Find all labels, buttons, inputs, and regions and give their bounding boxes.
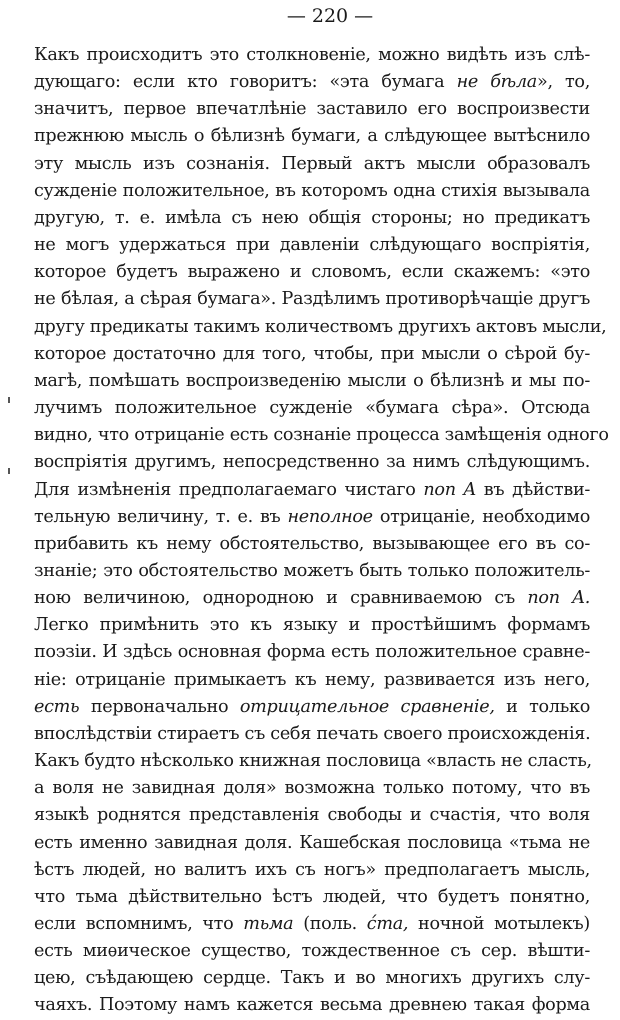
text-line (34, 422, 609, 449)
margin-mark (8, 397, 10, 403)
text-run: Для измѣненія предполагаемаго чистаго (34, 479, 424, 500)
text-line (34, 748, 590, 775)
text-line (34, 286, 590, 313)
text-run: Легко примѣнить это къ языку и простѣйшимъ формамъ (34, 615, 590, 636)
text-line (34, 449, 590, 476)
text-line (34, 96, 590, 123)
text-line (34, 341, 590, 368)
italic-text: отрицательное сравненіе, (239, 696, 495, 717)
text-line (34, 558, 590, 585)
text-line (34, 69, 590, 96)
italic-text: non A (423, 479, 476, 500)
margin-mark (8, 468, 10, 474)
text-line (34, 639, 590, 666)
text-run: воспріятія другимъ, непосредственно за нимъ слѣдующимъ. (34, 452, 590, 473)
text-line (34, 775, 590, 802)
text-run: не бѣлая, а сѣрая бумага». Раздѣлимъ противорѣчащіе другъ (34, 289, 590, 310)
text-line (34, 151, 590, 178)
text-line (34, 232, 590, 259)
text-run: видно, что отрицаніе есть сознаніе процесса замѣщенія одного (34, 425, 609, 446)
text-line (34, 368, 590, 395)
text-run: прибавить къ нему обстоятельство, вызывающее его въ со- (34, 533, 590, 554)
text-line (34, 992, 590, 1019)
text-line (34, 42, 590, 69)
text-run: прежнюю мысль о бѣлизнѣ бумаги, а слѣдующее вытѣснило (34, 126, 590, 147)
text-run: не могъ удержаться при давленіи слѣдующаго воспріятія, (34, 235, 590, 256)
text-run: первоначально (79, 696, 240, 717)
text-run: эту мысль изъ сознанія. Первый актъ мысли образовалъ (34, 153, 590, 174)
text-run: », то, (536, 72, 590, 93)
text-line (34, 178, 590, 205)
text-run: магѣ, помѣшать воспроизведенію мысли о бѣлизнѣ и мы по- (34, 370, 590, 391)
text-line (34, 259, 590, 286)
text-line (34, 612, 590, 639)
text-run: знаніе; это обстоятельство можетъ быть только положитель- (34, 560, 590, 581)
text-run: тельную величину, т. е. въ (34, 506, 288, 527)
text-line (34, 802, 590, 829)
text-line (34, 721, 590, 748)
italic-text: неполное (287, 506, 373, 527)
text-run: (поль. (293, 914, 367, 934)
text-run: которое достаточно для того, чтобы, при мысли о сѣрой бу- (34, 343, 590, 364)
text-line (34, 667, 590, 694)
italic-text: есть (34, 696, 80, 717)
text-run: цею, съѣдающею сердце. Такъ и во многихъ другихъ слу- (34, 968, 590, 989)
body-text (34, 42, 609, 1020)
text-run: значитъ, первое впечатлѣніе заставило его воспроизвести (34, 99, 590, 120)
text-run: языкѣ роднятся представленія свободы и счастія, что воля (34, 805, 590, 826)
text-run: что тьма дѣйствительно ѣстъ людей, что будетъ понятно, (34, 886, 590, 907)
text-run: ніе: отрицаніе примыкаетъ къ нему, развивается изъ него, (34, 669, 590, 690)
text-line (34, 395, 590, 422)
text-run: другую, т. е. имѣла съ нею общія стороны; но предикатъ (34, 207, 590, 228)
text-line (34, 504, 590, 531)
text-run: которое будетъ выражено и словомъ, если скажемъ: «это (34, 262, 590, 283)
italic-text: non A. (527, 588, 590, 609)
text-run: ною величиною, однородною и сравниваемою съ (34, 588, 528, 609)
text-run: ночной мотылекъ) (408, 914, 590, 934)
text-run: лучимъ положительное сужденіе «бумага сѣра». Отсюда (34, 398, 590, 419)
italic-text: не бѣла (456, 72, 537, 93)
text-line (34, 911, 590, 938)
text-line (34, 884, 590, 911)
text-run: другу предикаты такимъ количествомъ другихъ актовъ мысли, (34, 316, 607, 337)
text-line (34, 694, 590, 721)
text-line (34, 857, 590, 884)
text-run: чаяхъ. Поэтому намъ кажется весьма древнею такая форма (34, 995, 590, 1016)
italic-text: ćma, (366, 914, 409, 934)
text-run: поэзіи. И здѣсь основная форма есть положительное сравне- (34, 642, 590, 663)
text-line (34, 830, 590, 857)
text-run: есть миѳическое существо, тождественное съ сер. вѣшти- (34, 941, 590, 962)
text-run: дующаго: если кто говоритъ: «эта бумага (34, 72, 457, 93)
text-line (34, 205, 590, 232)
text-run: Какъ будто нѣсколько книжная пословица «власть не сласть, (34, 751, 592, 772)
text-line (34, 477, 590, 504)
text-line (34, 531, 590, 558)
text-run: если вспомнимъ, что (34, 914, 244, 934)
text-run: впослѣдствіи стираетъ съ себя печать своего происхожденія. (34, 723, 591, 744)
italic-text: тьма (243, 914, 294, 934)
text-line (34, 585, 590, 612)
text-run: ѣстъ людей, но валитъ ихъ съ ногъ» предполагаетъ мысль, (34, 859, 590, 880)
text-run: Какъ происходитъ это столкновеніе, можно видѣть изъ слѣ- (34, 45, 590, 65)
text-run: сужденіе положительное, въ которомъ одна стихія вызывала (34, 180, 590, 201)
text-line (34, 938, 590, 965)
text-line (34, 314, 607, 341)
text-run: есть именно завидная доля. Кашебская пословица «тьма не (34, 832, 590, 853)
page-number: — 220 — (286, 5, 374, 27)
text-run: а воля не завидная доля» возможна только потому, что въ (34, 778, 590, 799)
text-run: отрицаніе, необходимо (372, 506, 590, 527)
text-line (34, 123, 590, 150)
text-run: въ дѣйстви- (475, 479, 591, 500)
text-run: и только (494, 696, 590, 717)
